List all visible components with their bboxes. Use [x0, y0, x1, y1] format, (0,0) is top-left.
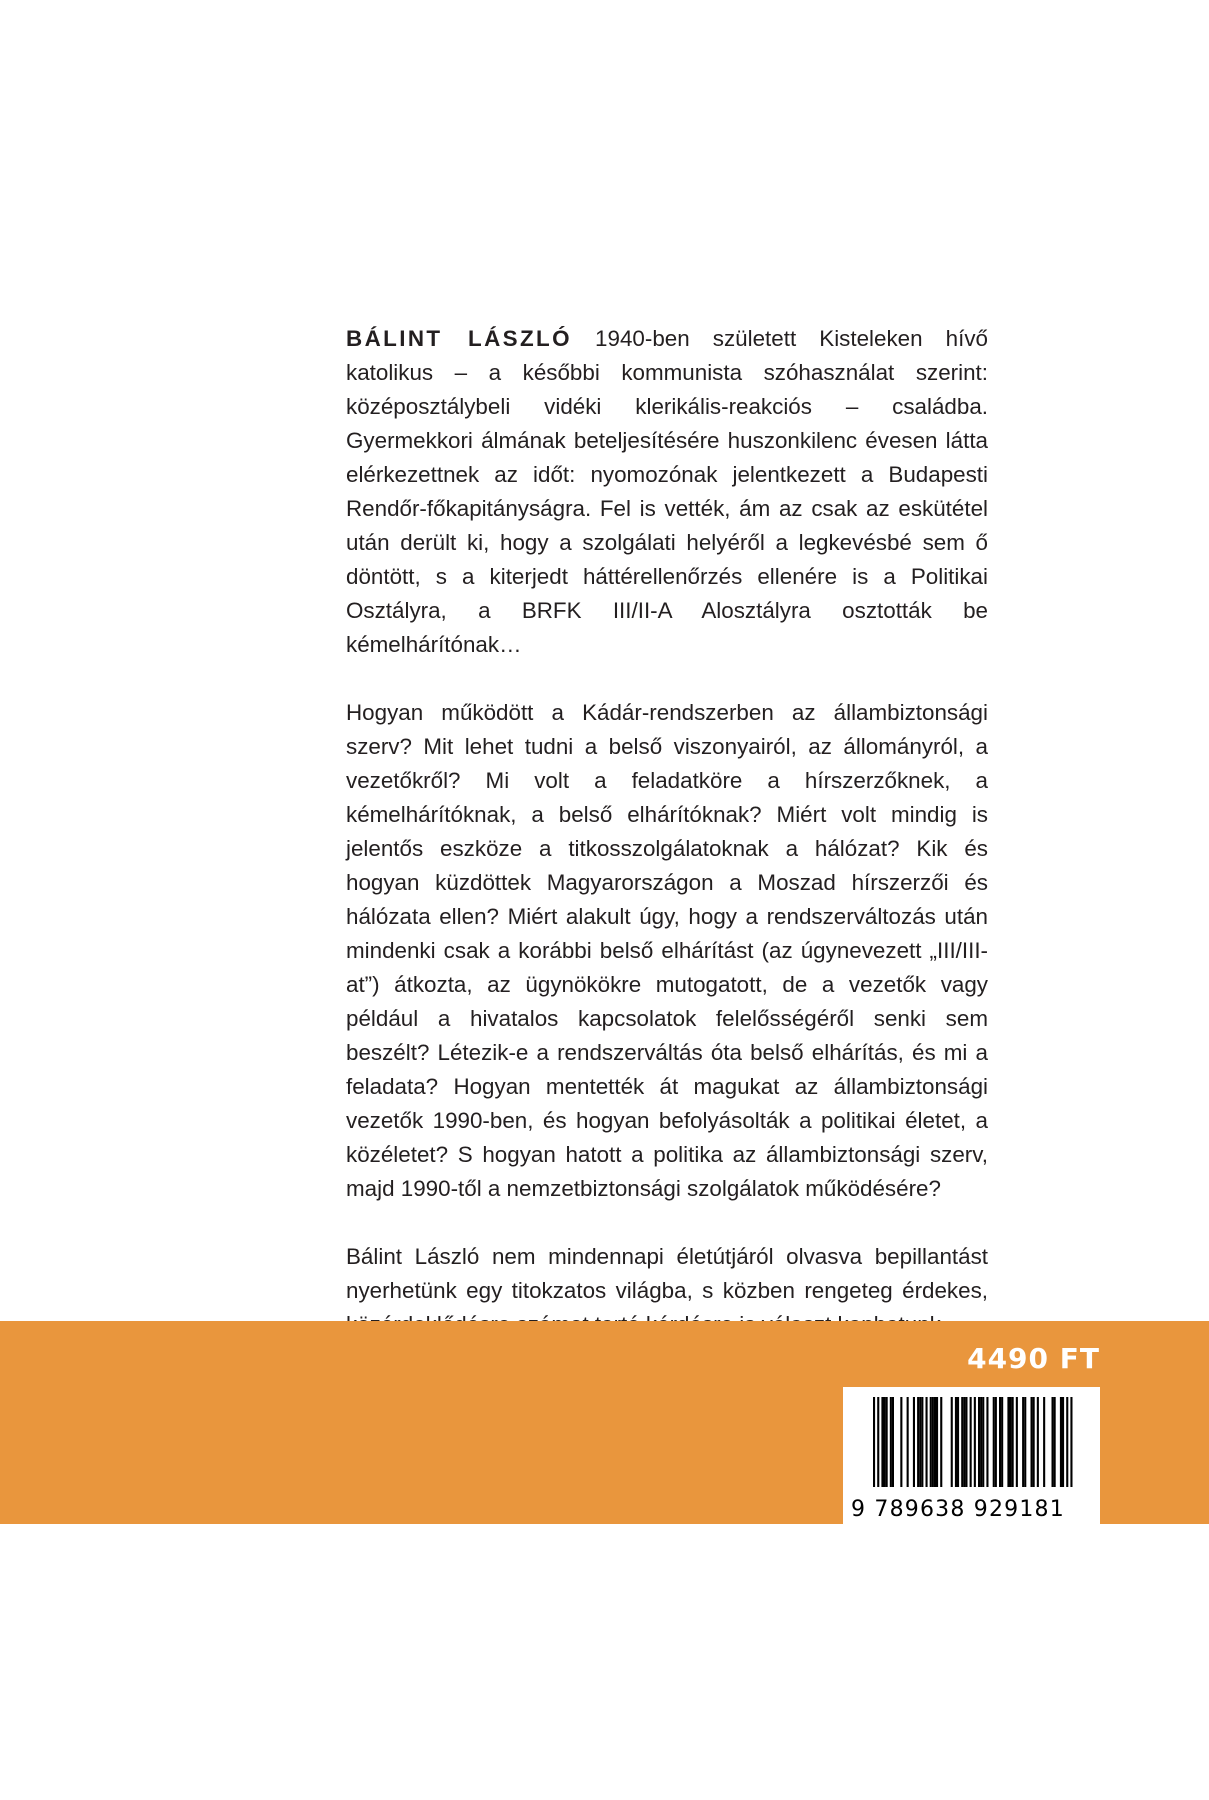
barcode-bar	[932, 1397, 934, 1487]
barcode-bar	[982, 1397, 984, 1487]
barcode-bar	[921, 1397, 923, 1487]
barcode-bar	[965, 1397, 967, 1487]
barcode-bar	[1022, 1397, 1024, 1487]
barcode-bar	[970, 1397, 972, 1487]
barcode-bar	[995, 1397, 997, 1487]
barcode-bar	[881, 1397, 883, 1487]
barcode-bar	[963, 1397, 965, 1487]
barcode-bar	[934, 1397, 936, 1487]
blurb-paragraph-2: Hogyan működött a Kádár-rendszerben az állambiztonsági szerv? Mit lehet tudni a belső viszonyairól, az állományról, a vezetőkről? Mi volt a feladatköre a hírszerzőknek, a kémelhárítóknak, a belső elhárítóknak? Miért volt mindig is jelentős eszköze a titkosszolgálatoknak a hálózat? Kik és hogyan küzdöttek Magyarországon a Moszad hírszerzői és hálózata ellen? Miért alakult úgy, hogy a rendszerváltozás után mindenki csak a korábbi belső elhárítást (az úgynevezett „III/III-at”) átkozta, az ügynökökre mutogatott, de a vezetők vagy például a hivatalos kapcsolatok felelősségéről senki sem beszélt? Létezik-e a rendszerváltás óta belső elhárítás, és mi a feladata? Hogyan mentették át magukat az állambiztonsági vezetők 1990-ben, és hogyan befolyásolták a politikai életet, a közéletet? S hogyan hatott a politika az állambiztonsági szerv, majd 1990-től a nemzetbiztonsági szolgálatok működésére?	[346, 700, 988, 1201]
barcode-bar	[890, 1397, 892, 1487]
barcode-bar	[1052, 1397, 1054, 1487]
barcode-bar	[1010, 1397, 1012, 1487]
barcode-bar	[917, 1397, 919, 1487]
blurb-paragraph-1	[346, 322, 988, 662]
price-band	[0, 1321, 1209, 1524]
barcode-bar	[930, 1397, 932, 1487]
barcode-bar	[900, 1397, 902, 1487]
barcode-bar	[961, 1397, 963, 1487]
barcode-bar	[955, 1397, 957, 1487]
barcode-bar	[1033, 1397, 1035, 1487]
barcode-bar	[1037, 1397, 1039, 1487]
barcode-bar	[884, 1397, 886, 1487]
barcode-bars	[873, 1397, 1083, 1499]
barcode-bar	[1001, 1397, 1003, 1487]
barcode-bar	[1070, 1397, 1072, 1487]
barcode-bar	[1016, 1397, 1018, 1487]
author-name: BÁLINT LÁSZLÓ	[346, 326, 572, 351]
barcode-bar	[951, 1397, 953, 1487]
barcode-bar	[919, 1397, 921, 1487]
blurb-paragraph-3: Bálint László nem mindennapi életútjáról olvasva bepillantást nyerhetünk egy titokzatos világba, s közben rengeteg érdekes,	[346, 1244, 988, 1303]
blurb-paragraph-1-text: 1940-ben született Kisteleken hívő katolikus – a későbbi kommunista szóhasználat szerint: középosztálybeli vidéki klerikális-reakciós – családba. Gyermekkori álmának beteljesítésére huszonkilenc évesen látta elérkezettnek az időt: nyomozónak jelentkezett a Budapesti Rendőr-főkapitányságra. Fel is vették, ám az csak az eskütétel után derült ki, hogy a szolgálati helyéről a legkevésbé sem ő döntött, s a kiterjedt háttérellenőrzés ellenére is a Politikai Osztályra, a BRFK III/II-A Alosztályra osztották be kémelhárítónak…	[346, 326, 988, 657]
barcode-bar	[1043, 1397, 1045, 1487]
barcode-bar	[892, 1397, 894, 1487]
barcode-bar	[978, 1397, 980, 1487]
barcode-bar	[974, 1397, 976, 1487]
barcode-bar	[926, 1397, 928, 1487]
back-cover-blurb	[346, 322, 988, 1342]
barcode-bar	[1066, 1397, 1068, 1487]
barcode-bar	[877, 1397, 879, 1487]
barcode-bar	[1012, 1397, 1014, 1487]
barcode-bar	[936, 1397, 938, 1487]
barcode-bar	[873, 1397, 875, 1487]
barcode-bar	[907, 1397, 909, 1487]
barcode-bar	[986, 1397, 988, 1487]
barcode-bar	[886, 1397, 888, 1487]
barcode-bar	[993, 1397, 995, 1487]
barcode-bar	[999, 1397, 1001, 1487]
barcode-bar	[1060, 1397, 1062, 1487]
barcode-bar	[1054, 1397, 1056, 1487]
barcode-digits: 9 789638 929181	[851, 1497, 1065, 1522]
barcode-bar	[940, 1397, 942, 1487]
barcode-bar	[1024, 1397, 1026, 1487]
barcode-bar	[980, 1397, 982, 1487]
barcode-bar	[1062, 1397, 1064, 1487]
barcode-bar	[957, 1397, 959, 1487]
barcode	[843, 1387, 1100, 1524]
barcode-bar	[1007, 1397, 1009, 1487]
price-label: 4490 FT	[967, 1342, 1100, 1375]
barcode-bar	[913, 1397, 915, 1487]
barcode-bar	[1031, 1397, 1033, 1487]
